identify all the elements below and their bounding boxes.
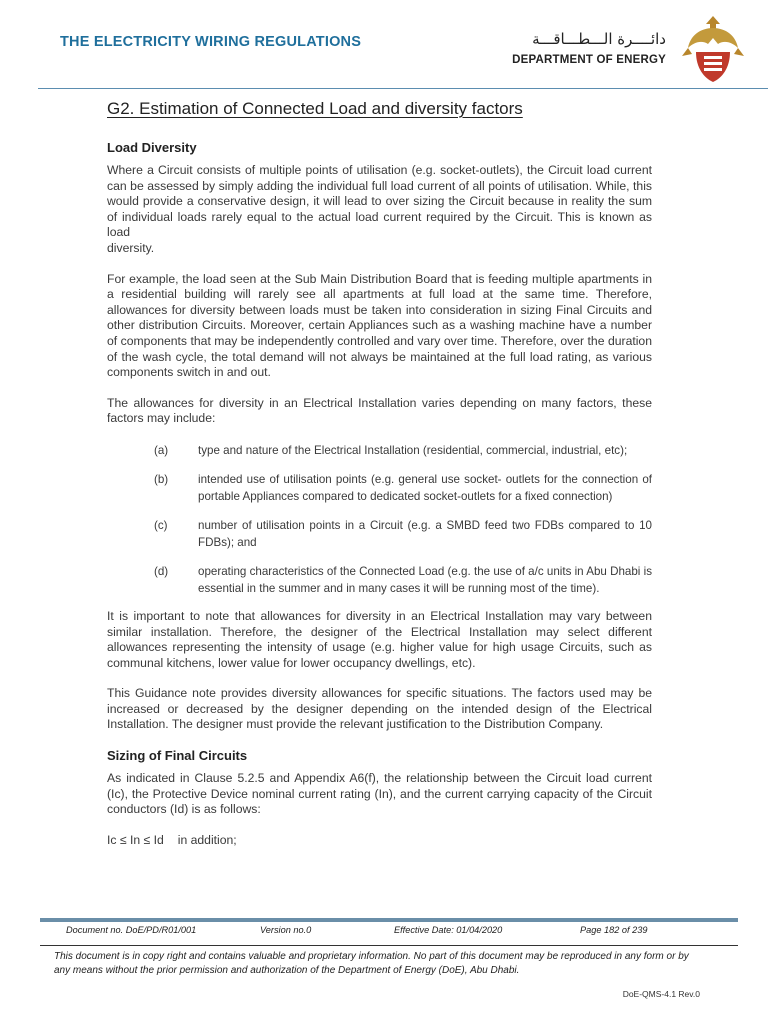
- header-title: THE ELECTRICITY WIRING REGULATIONS: [60, 34, 362, 50]
- formula-suffix: in addition;: [177, 832, 237, 847]
- department-logo: [468, 12, 748, 82]
- list-item: [107, 563, 652, 597]
- list-item-text: number of utilisation points in a Circuit (e.g. a SMBD feed two FDBs compared to 10 FDBs); and: [198, 518, 652, 549]
- list-item: [107, 471, 652, 505]
- footer-meta: [40, 925, 738, 939]
- footer-divider: [40, 945, 738, 946]
- load-diversity-paragraph-3: The allowances for diversity in an Electrical Installation varies depending on many factors, these factors may include:: [107, 395, 652, 426]
- falcon-emblem-icon: [678, 12, 748, 84]
- list-item: [107, 517, 652, 551]
- list-item-text: type and nature of the Electrical Installation (residential, commercial, industrial, etc);: [198, 443, 628, 457]
- load-diversity-paragraph-4: It is important to note that allowances for diversity in an Electrical Installation may vary between similar installation. Therefore, the designer of the Electrical Installation may select different allowances representing the intensity of usage (e.g. higher value for high usage Circuits, such as communal kitchens, lower value for lower occupancy dwellings, etc).: [107, 608, 652, 670]
- copyright-notice: This document is in copy right and contains valuable and proprietary information. No part of this document may be reproduced in any form or by any means without the prior permission and authorization of the Department of Energy (DoE), Abu Dhabi.: [54, 951, 689, 976]
- footer-bar: [40, 918, 738, 922]
- paragraph-1-main: Where a Circuit consists of multiple points of utilisation (e.g. socket-outlets), the Circuit load current can be assessed by simply adding the individual full load current of all points of utilisation. While, this would provide a conservative design, it will lead to over sizing the Circuit because in reality the sum of individual loads rarely equal to the actual load current required by the Circuit. This is known as load: [107, 163, 652, 240]
- diversity-factor-list: [107, 442, 652, 597]
- current-relationship-formula: [107, 833, 652, 847]
- qms-reference: DoE-QMS-4.1 Rev.0: [622, 989, 700, 999]
- version-number: Version no.0: [260, 925, 312, 935]
- sizing-heading: Sizing of Final Circuits: [107, 748, 248, 764]
- list-item-label: (b): [154, 472, 169, 486]
- logo-arabic-text: دائــــرة الـــطـــاقـــة: [532, 30, 666, 48]
- list-item-text: intended use of utilisation points (e.g. general use socket- outlets for the connection of portable Appliances compared to dedicated socket-outlets for a fixed connection): [198, 472, 652, 503]
- formula-expression: Ic ≤ In ≤ Id: [107, 832, 164, 847]
- logo-english-text: DEPARTMENT OF ENERGY: [512, 54, 666, 66]
- list-item: [107, 442, 652, 459]
- page-number: Page 182 of 239: [580, 925, 648, 935]
- sizing-paragraph-1: As indicated in Clause 5.2.5 and Appendix A6(f), the relationship between the Circuit load current (Ic), the Protective Device nominal current rating (In), and the current carrying capacity of the Circuit conductors (Id) is as follows:: [107, 771, 652, 817]
- effective-date: Effective Date: 01/04/2020: [394, 925, 503, 935]
- list-item-text: operating characteristics of the Connected Load (e.g. the use of a/c units in Abu Dhabi is essential in the summer and in many cases it will be running most of the time).: [198, 564, 652, 595]
- load-diversity-paragraph-1: [107, 163, 652, 257]
- list-item-label: (a): [154, 443, 169, 457]
- load-diversity-heading: Load Diversity: [107, 140, 197, 155]
- header-divider: [38, 88, 768, 89]
- document-number: Document no. DoE/PD/R01/001: [66, 925, 197, 935]
- load-diversity-paragraph-5: This Guidance note provides diversity allowances for specific situations. The factors used may be increased or decreased by the designer depending on the intended design of the Electrical Installation. The designer must provide the relevant justification to the Distribution Company.: [107, 686, 652, 732]
- list-item-label: (d): [154, 564, 169, 578]
- list-item-label: (c): [154, 518, 168, 532]
- load-diversity-paragraph-2: For example, the load seen at the Sub Main Distribution Board that is feeding multiple apartments in a residential building will rarely see all apartments at full load at the same time. Therefore, allowances for diversity between loads must be taken into consideration in sizing Final Circuits and other distribution Circuits. Moreover, certain Appliances such as a washing machine have a number of components that may be independently controlled and vary over time. Therefore, over the duration of the wash cycle, the total demand will not always be maintained at the full load rating, as various components switch in and out.: [107, 271, 652, 380]
- section-title: G2. Estimation of Connected Load and diversity factors: [107, 99, 523, 118]
- document-body: [107, 140, 652, 847]
- paragraph-1-tail: diversity.: [107, 240, 155, 255]
